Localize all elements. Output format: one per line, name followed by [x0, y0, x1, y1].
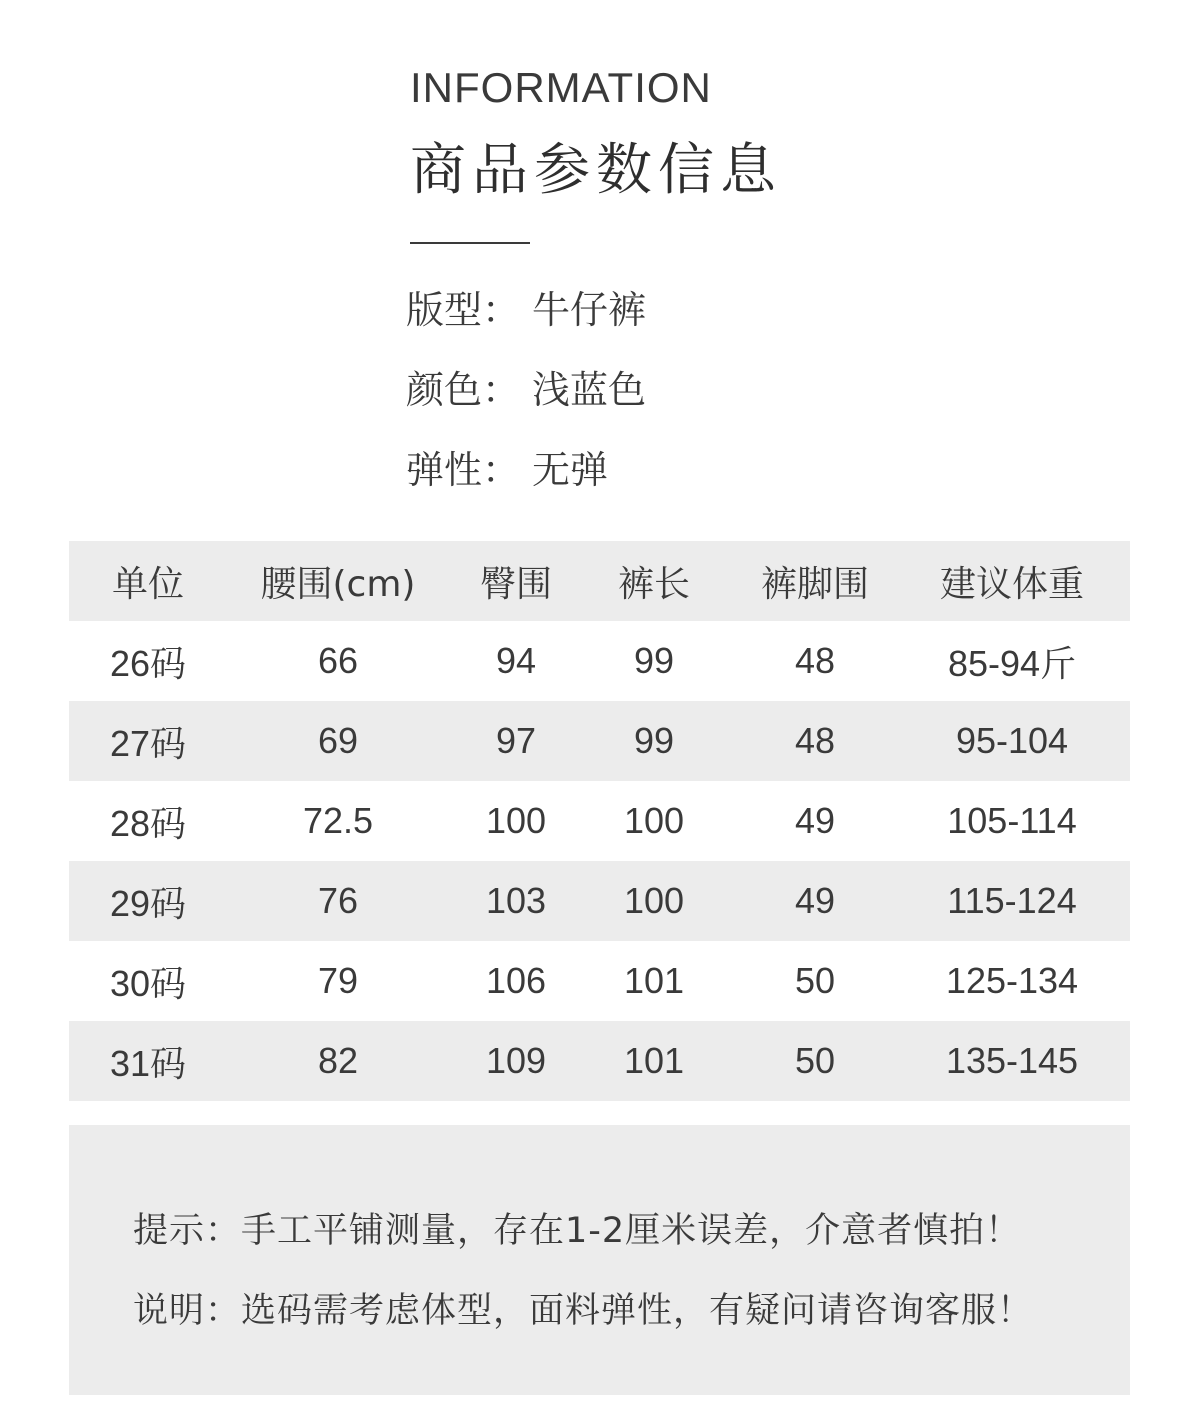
table-row — [69, 701, 1130, 781]
cell-waist: 69 — [317, 720, 359, 761]
cell-length: 99 — [633, 640, 675, 681]
size-table — [69, 541, 1130, 1101]
cell-hem: 50 — [794, 960, 836, 1001]
spec-key: 版型： — [406, 288, 521, 332]
cell-waist: 66 — [317, 640, 359, 681]
spec-row-style — [406, 280, 646, 360]
cell-hem: 48 — [794, 640, 836, 681]
cell-length: 100 — [623, 800, 685, 841]
column-header-hip: 臀围 — [479, 563, 552, 605]
spec-value: 无弹 — [532, 448, 609, 492]
cell-waist: 76 — [317, 880, 359, 921]
cell-hip: 109 — [485, 1040, 547, 1081]
table-row — [69, 781, 1130, 861]
product-specs — [406, 280, 646, 520]
spec-key: 颜色： — [406, 368, 521, 412]
cell-size: 28码 — [109, 802, 187, 844]
cell-size: 26码 — [109, 642, 187, 684]
spec-row-elasticity — [406, 440, 646, 520]
cell-waist: 79 — [317, 960, 359, 1001]
page-header — [410, 60, 930, 244]
cell-size: 30码 — [109, 962, 187, 1004]
cell-size: 29码 — [109, 882, 187, 924]
cell-hip: 94 — [495, 640, 537, 681]
measurement-tip: 提示：手工平铺测量，存在1-2厘米误差，介意者慎拍！ — [133, 1211, 1022, 1251]
cell-weight: 95-104 — [955, 720, 1069, 761]
cell-weight: 85-94斤 — [947, 642, 1077, 684]
column-header-weight: 建议体重 — [939, 563, 1084, 605]
cell-size: 27码 — [109, 722, 187, 764]
english-title: INFORMATION — [410, 64, 712, 111]
spec-value: 浅蓝色 — [532, 368, 647, 412]
title-divider — [410, 242, 530, 244]
cell-hem: 50 — [794, 1040, 836, 1081]
cell-hem: 48 — [794, 720, 836, 761]
cell-hip: 97 — [495, 720, 537, 761]
cell-length: 99 — [633, 720, 675, 761]
cell-weight: 115-124 — [947, 880, 1077, 921]
column-header-unit: 单位 — [111, 563, 184, 605]
table-row — [69, 861, 1130, 941]
table-row — [69, 621, 1130, 701]
table-row — [69, 941, 1130, 1021]
table-row — [69, 1021, 1130, 1101]
cell-weight: 125-134 — [945, 960, 1079, 1001]
cell-length: 101 — [623, 1040, 685, 1081]
column-header-length: 裤长 — [617, 563, 690, 605]
cell-waist: 82 — [317, 1040, 359, 1081]
cell-hip: 103 — [485, 880, 547, 921]
spec-key: 弹性： — [406, 448, 521, 492]
notes-box — [69, 1125, 1130, 1395]
cell-hip: 100 — [485, 800, 547, 841]
cell-size: 31码 — [109, 1042, 187, 1084]
cell-waist: 72.5 — [302, 800, 374, 841]
column-header-waist: 腰围(cm) — [260, 563, 416, 605]
table-header-row — [69, 541, 1130, 621]
cell-hem: 49 — [794, 800, 836, 841]
cell-hem: 49 — [794, 880, 836, 921]
spec-row-color — [406, 360, 646, 440]
cell-length: 101 — [623, 960, 685, 1001]
column-header-hem: 裤脚围 — [760, 563, 869, 605]
cell-weight: 105-114 — [947, 800, 1077, 841]
cell-length: 100 — [623, 880, 685, 921]
chinese-title: 商品参数信息 — [410, 138, 782, 203]
spec-value: 牛仔裤 — [532, 288, 647, 332]
size-explanation: 说明：选码需考虑体型，面料弹性，有疑问请咨询客服！ — [133, 1291, 1034, 1331]
cell-hip: 106 — [485, 960, 547, 1001]
cell-weight: 135-145 — [945, 1040, 1079, 1081]
